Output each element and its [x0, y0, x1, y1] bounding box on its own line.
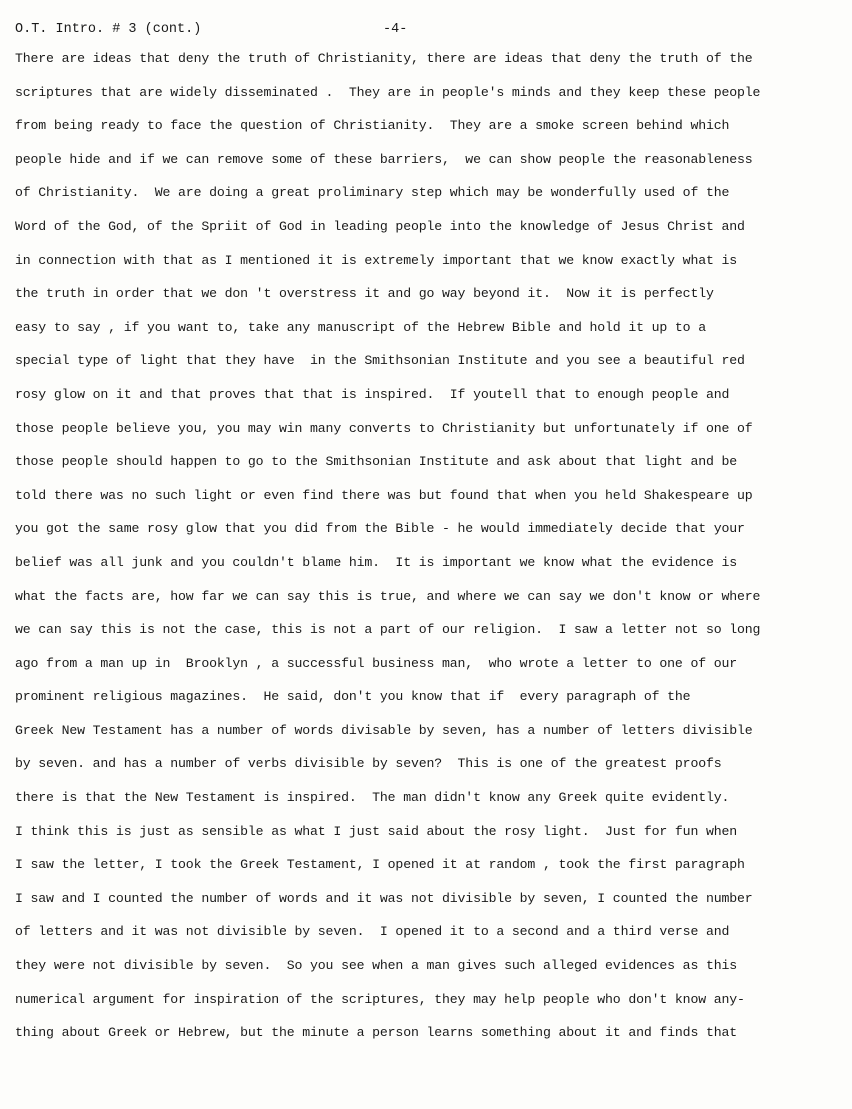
text-line: people hide and if we can remove some of these barriers, we can show people the reasonableness [15, 151, 753, 167]
text-line: scriptures that are widely disseminated . They are in people's minds and they keep these people [15, 84, 761, 100]
text-line: belief was all junk and you couldn't blame him. It is important we know what the evidence is [15, 554, 738, 570]
text-line: in connection with that as I mentioned it is extremely important that we know exactly what is [15, 252, 738, 268]
text-line: of Christianity. We are doing a great proliminary step which may be wonderfully used of the [15, 185, 730, 201]
text-line: rosy glow on it and that proves that that is inspired. If youtell that to enough people and [15, 386, 730, 402]
text-line: I saw and I counted the number of words and it was not divisible by seven, I counted the number [15, 890, 753, 906]
text-line: prominent religious magazines. He said, don't you know that if every paragraph of the [15, 689, 691, 705]
text-line: you got the same rosy glow that you did from the Bible - he would immediately decide that your [15, 521, 745, 537]
body-text [15, 46, 845, 1054]
text-line: thing about Greek or Hebrew, but the minute a person learns something about it and finds that [15, 1025, 738, 1041]
text-line: those people should happen to go to the Smithsonian Institute and ask about that light and be [15, 454, 738, 470]
text-line: Word of the God, of the Spriit of God in leading people into the knowledge of Jesus Christ and [15, 218, 745, 234]
text-line: there is that the New Testament is inspired. The man didn't know any Greek quite evidently. [15, 790, 730, 806]
text-line: There are ideas that deny the truth of Christianity, there are ideas that deny the truth of the [15, 51, 753, 66]
text-line: ago from a man up in Brooklyn , a successful business man, who wrote a letter to one of our [15, 655, 738, 671]
text-line: of letters and it was not divisible by seven. I opened it to a second and a third verse and [15, 924, 730, 940]
text-line: special type of light that they have in the Smithsonian Institute and you see a beautiful red [15, 353, 745, 369]
text-line: numerical argument for inspiration of the scriptures, they may help people who don't know any- [15, 991, 745, 1007]
document-reference: O.T. Intro. # 3 (cont.) [15, 22, 202, 37]
text-line: we can say this is not the case, this is not a part of our religion. I saw a letter not so long [15, 622, 761, 638]
text-line: told there was no such light or even find there was but found that when you held Shakespeare up [15, 487, 753, 503]
page-header [15, 19, 835, 41]
text-line: those people believe you, you may win many converts to Christianity but unfortunately if one of [15, 420, 753, 436]
text-line: they were not divisible by seven. So you see when a man gives such alleged evidences as this [15, 958, 738, 974]
text-line: what the facts are, how far we can say this is true, and where we can say we don't know or where [15, 588, 761, 604]
text-line: by seven. and has a number of verbs divisible by seven? This is one of the greatest proofs [15, 756, 722, 772]
text-line: the truth in order that we don 't overstress it and go way beyond it. Now it is perfectly [15, 286, 714, 302]
text-line: I saw the letter, I took the Greek Testament, I opened it at random , took the first paragraph [15, 857, 745, 873]
text-line: from being ready to face the question of Christianity. They are a smoke screen behind which [15, 118, 730, 134]
text-line: Greek New Testament has a number of words divisable by seven, has a number of letters divisible [15, 722, 753, 738]
text-line: easy to say , if you want to, take any manuscript of the Hebrew Bible and hold it up to a [15, 319, 706, 335]
page-number: -4- [383, 22, 408, 37]
text-line: I think this is just as sensible as what I just said about the rosy light. Just for fun when [15, 823, 738, 839]
